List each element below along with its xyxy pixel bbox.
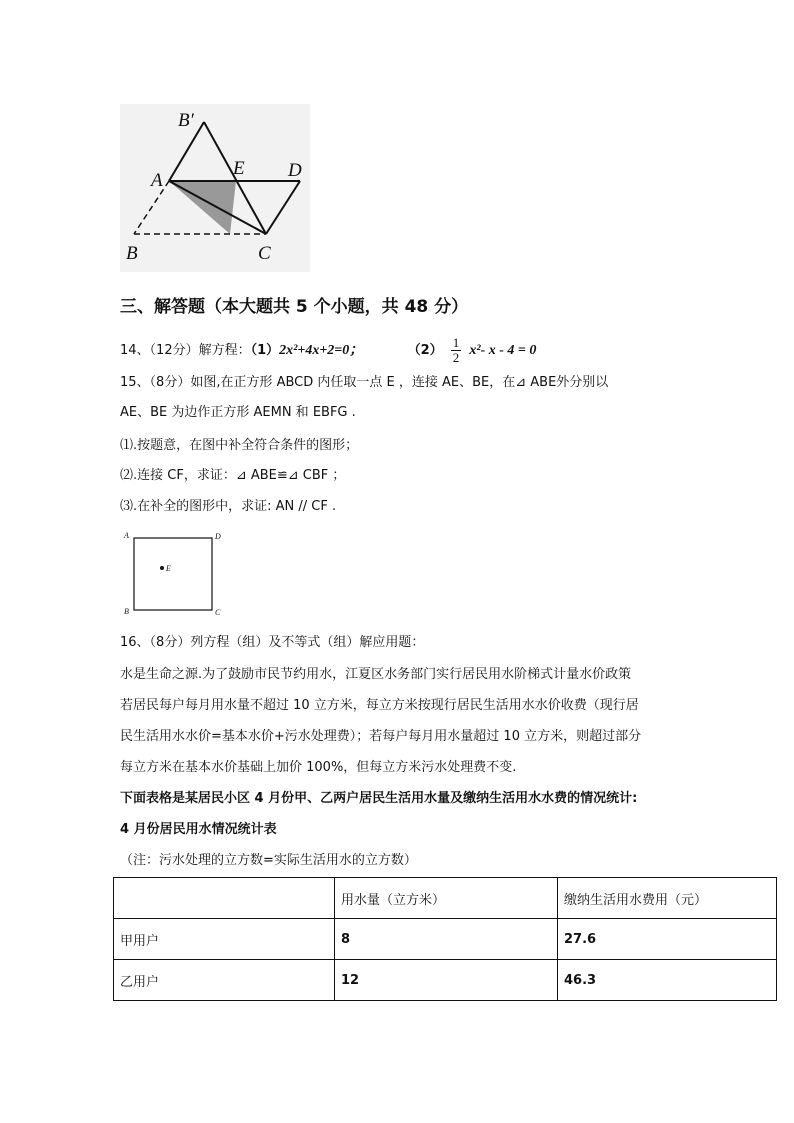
table-header-cell: 缴纳生活用水费用（元） bbox=[558, 878, 777, 919]
square-label-d: D bbox=[215, 532, 221, 541]
table-title: 4 月份居民用水情况统计表 bbox=[120, 822, 277, 837]
water-usage-table bbox=[113, 877, 777, 1001]
q16-line-6: 下面表格是某居民小区 4 月份甲、乙两户居民生活用水量及缴纳生活用水水费的情况统计: bbox=[120, 791, 638, 806]
question-14 bbox=[120, 336, 536, 365]
square-abcd-figure bbox=[122, 530, 222, 616]
table-cell: 12 bbox=[335, 960, 558, 1001]
shaded-triangle bbox=[169, 181, 236, 234]
table-header-cell bbox=[114, 878, 335, 919]
q15-line-1: 15、（8分）如图,在正方形 ABCD 内任取一点 E ，连接 AE、BE，在⊿ ABE外分别以 bbox=[120, 375, 609, 390]
q16-line-4: 民生活用水水价=基本水价+污水处理费）；若每户每月用水量超过 10 立方米，则超过部分 bbox=[120, 729, 642, 744]
table-note: （注：污水处理的立方数=实际生活用水的立方数） bbox=[120, 853, 417, 868]
q14-part2-equation: x²- x - 4 = 0 bbox=[469, 343, 537, 358]
q15-item-2: ⑵.连接 CF，求证：⊿ ABE≌⊿ CBF ； bbox=[120, 468, 346, 483]
q16-line-3: 若居民每户每月用水量不超过 10 立方米，每立方米按现行居民生活用水水价收费（现行居 bbox=[120, 698, 639, 713]
q14-part1-equation: 2x²+4x+2=0； bbox=[279, 343, 364, 358]
square-svg bbox=[122, 530, 222, 616]
square-label-a: A bbox=[124, 531, 129, 540]
segment-dc bbox=[266, 181, 300, 234]
square-outline bbox=[134, 538, 212, 610]
square-label-c: C bbox=[215, 608, 221, 616]
q16-line-5: 每立方米在基本水价基础上加价 100%，但每立方米污水处理费不变. bbox=[120, 760, 517, 775]
q16-line-1: 16、（8分）列方程（组）及不等式（组）解应用题： bbox=[120, 635, 425, 650]
q14-part1-label: （1） bbox=[250, 343, 280, 358]
folded-parallelogram-figure bbox=[120, 104, 310, 272]
table-row bbox=[114, 919, 777, 960]
q14-fraction bbox=[451, 336, 462, 365]
label-a: A bbox=[151, 170, 163, 191]
square-label-e: E bbox=[166, 564, 171, 573]
table-cell: 乙用户 bbox=[114, 960, 335, 1001]
label-c: C bbox=[258, 243, 271, 264]
table-cell: 8 bbox=[335, 919, 558, 960]
q16-line-2: 水是生命之源.为了鼓励市民节约用水，江夏区水务部门实行居民用水阶梯式计量水价政策 bbox=[120, 667, 632, 682]
q14-prefix: 14、（12分）解方程： bbox=[120, 343, 251, 358]
q15-item-3: ⑶.在补全的图形中，求证: AN // CF . bbox=[120, 499, 337, 514]
q15-line-2: AE、BE 为边作正方形 AEMN 和 EBFG . bbox=[120, 405, 356, 420]
square-label-b: B bbox=[124, 607, 129, 616]
table-cell: 46.3 bbox=[558, 960, 777, 1001]
figure-svg bbox=[120, 104, 310, 272]
q15-item-1: ⑴.按题意，在图中补全符合条件的图形； bbox=[120, 438, 359, 453]
table-cell: 27.6 bbox=[558, 919, 777, 960]
table-header-row bbox=[114, 878, 777, 919]
q14-part2-label: （2） bbox=[407, 343, 443, 358]
q14-fraction-numerator: 1 bbox=[452, 335, 460, 350]
label-d: D bbox=[288, 160, 302, 181]
table-cell: 甲用户 bbox=[114, 919, 335, 960]
label-b: B bbox=[126, 243, 138, 264]
table-header-cell: 用水量（立方米） bbox=[335, 878, 558, 919]
label-e: E bbox=[233, 158, 245, 179]
label-b-prime: B′ bbox=[178, 110, 194, 131]
section-title: 三、解答题（本大题共 5 个小题，共 48 分） bbox=[120, 297, 469, 317]
q14-fraction-denominator: 2 bbox=[452, 350, 460, 365]
table-row bbox=[114, 960, 777, 1001]
point-e bbox=[160, 566, 164, 570]
